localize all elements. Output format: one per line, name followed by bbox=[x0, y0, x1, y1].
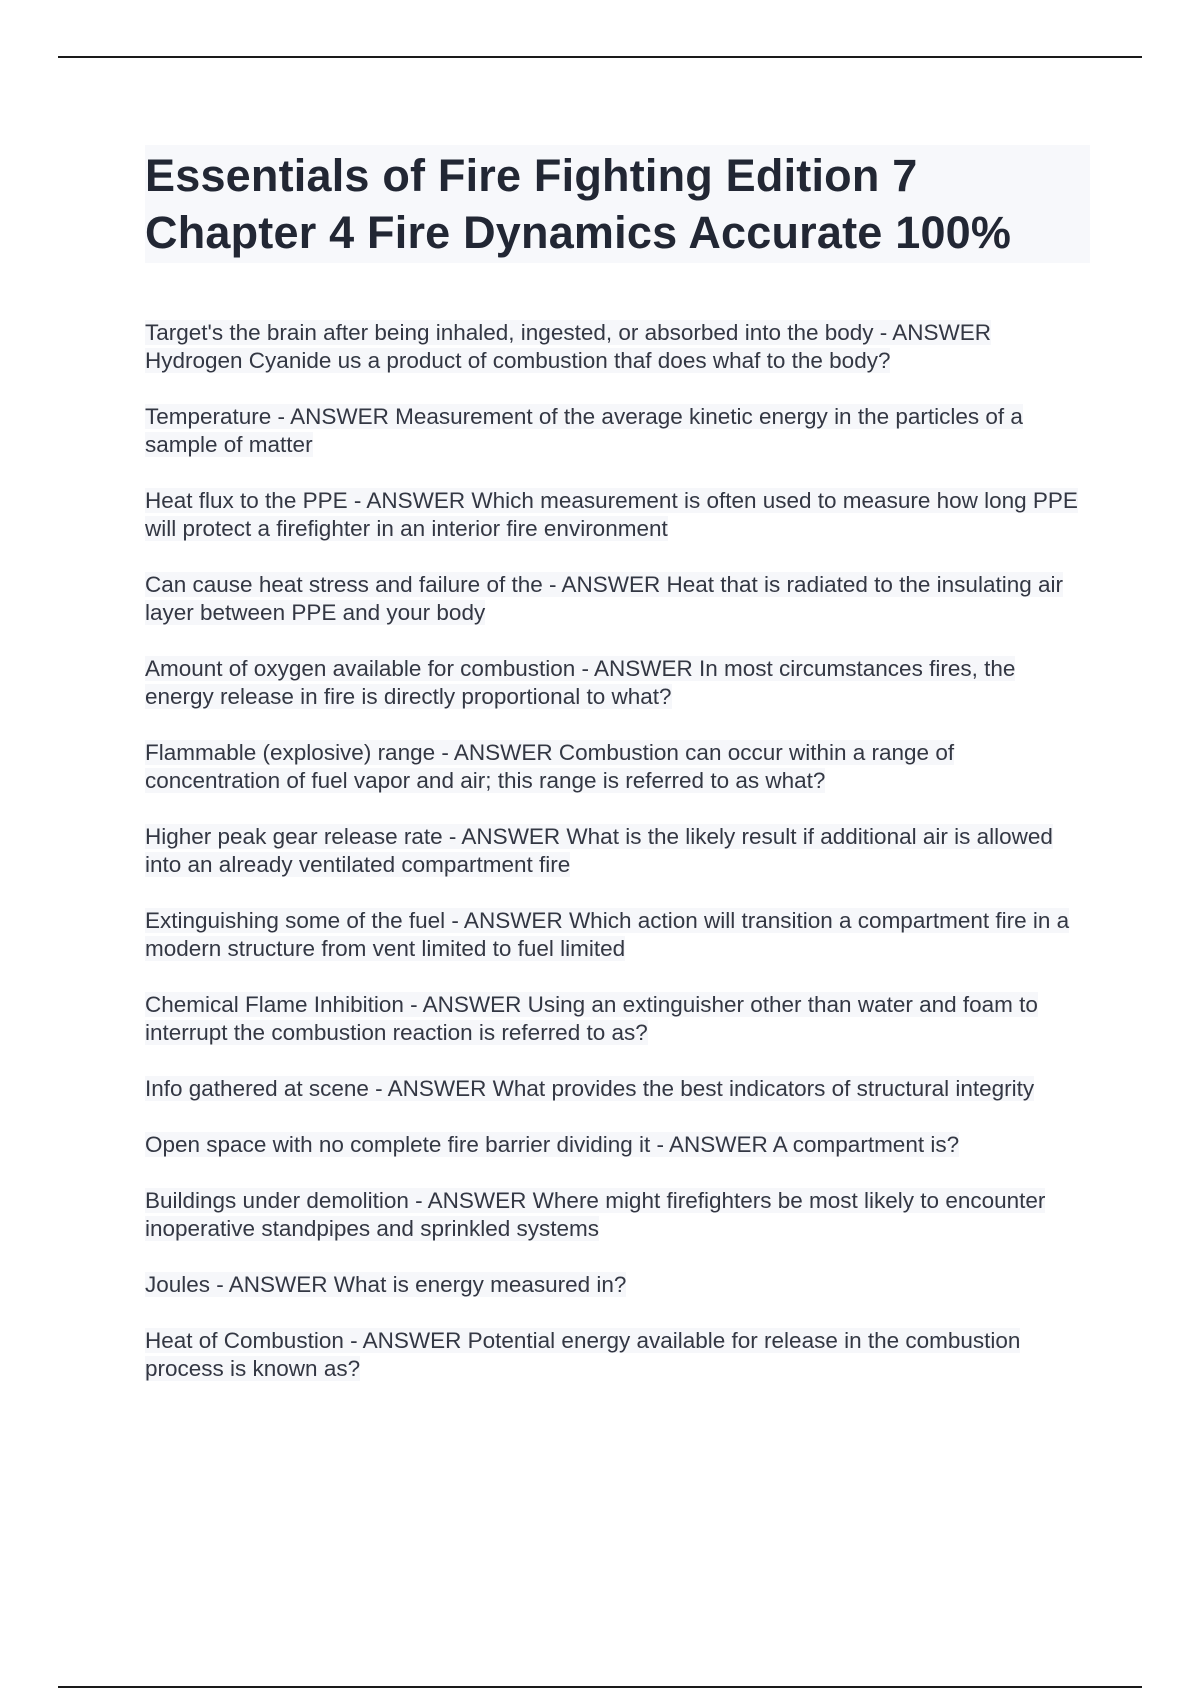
qa-item-14 bbox=[145, 1327, 1090, 1383]
qa-item-6 bbox=[145, 739, 1090, 795]
title-line-2: Chapter 4 Fire Dynamics Accurate 100% bbox=[145, 207, 1012, 258]
footer-rule bbox=[58, 1686, 1142, 1688]
qa-item-11 bbox=[145, 1131, 1090, 1159]
qa-text: Joules - ANSWER What is energy measured in? bbox=[145, 1272, 627, 1297]
qa-text: Amount of oxygen available for combustion - ANSWER In most circumstances fires, the energy release in fire is directly proportional to what? bbox=[145, 656, 1016, 709]
qa-item-3 bbox=[145, 487, 1090, 543]
qa-text: Chemical Flame Inhibition - ANSWER Using an extinguisher other than water and foam to interrupt the combustion reaction is referred to as? bbox=[145, 992, 1038, 1045]
qa-text: Higher peak gear release rate - ANSWER What is the likely result if additional air is allowed into an already ventilated compartment fire bbox=[145, 824, 1053, 877]
qa-item-12 bbox=[145, 1187, 1090, 1243]
title-line-1: Essentials of Fire Fighting Edition 7 bbox=[145, 150, 918, 201]
qa-text: Extinguishing some of the fuel - ANSWER Which action will transition a compartment fire in a modern structure from vent limited to fuel limited bbox=[145, 908, 1070, 961]
qa-text: Heat flux to the PPE - ANSWER Which measurement is often used to measure how long PPE will protect a firefighter in an interior fire environment bbox=[145, 488, 1078, 541]
qa-list bbox=[145, 319, 1090, 1383]
qa-item-9 bbox=[145, 991, 1090, 1047]
qa-item-10 bbox=[145, 1075, 1090, 1103]
qa-text: Heat of Combustion - ANSWER Potential energy available for release in the combustion process is known as? bbox=[145, 1328, 1021, 1381]
document-body bbox=[145, 145, 1090, 1411]
qa-text: Flammable (explosive) range - ANSWER Combustion can occur within a range of concentration of fuel vapor and air; this range is referred to as what? bbox=[145, 740, 955, 793]
header-rule bbox=[58, 56, 1142, 58]
qa-text: Buildings under demolition - ANSWER Where might firefighters be most likely to encounter inoperative standpipes and sprinkled systems bbox=[145, 1188, 1046, 1241]
qa-text: Info gathered at scene - ANSWER What provides the best indicators of structural integrity bbox=[145, 1076, 1035, 1101]
qa-text: Open space with no complete fire barrier dividing it - ANSWER A compartment is? bbox=[145, 1132, 960, 1157]
qa-text: Temperature - ANSWER Measurement of the average kinetic energy in the particles of a sample of matter bbox=[145, 404, 1023, 457]
qa-item-8 bbox=[145, 907, 1090, 963]
qa-item-2 bbox=[145, 403, 1090, 459]
qa-item-1 bbox=[145, 319, 1090, 375]
document-title bbox=[145, 145, 1090, 263]
qa-item-5 bbox=[145, 655, 1090, 711]
qa-text: Can cause heat stress and failure of the - ANSWER Heat that is radiated to the insulating air layer between PPE and your body bbox=[145, 572, 1063, 625]
qa-item-4 bbox=[145, 571, 1090, 627]
qa-text: Target's the brain after being inhaled, ingested, or absorbed into the body - ANSWER Hydrogen Cyanide us a product of combustion thaf does whaf to the body? bbox=[145, 320, 992, 373]
qa-item-13 bbox=[145, 1271, 1090, 1299]
qa-item-7 bbox=[145, 823, 1090, 879]
